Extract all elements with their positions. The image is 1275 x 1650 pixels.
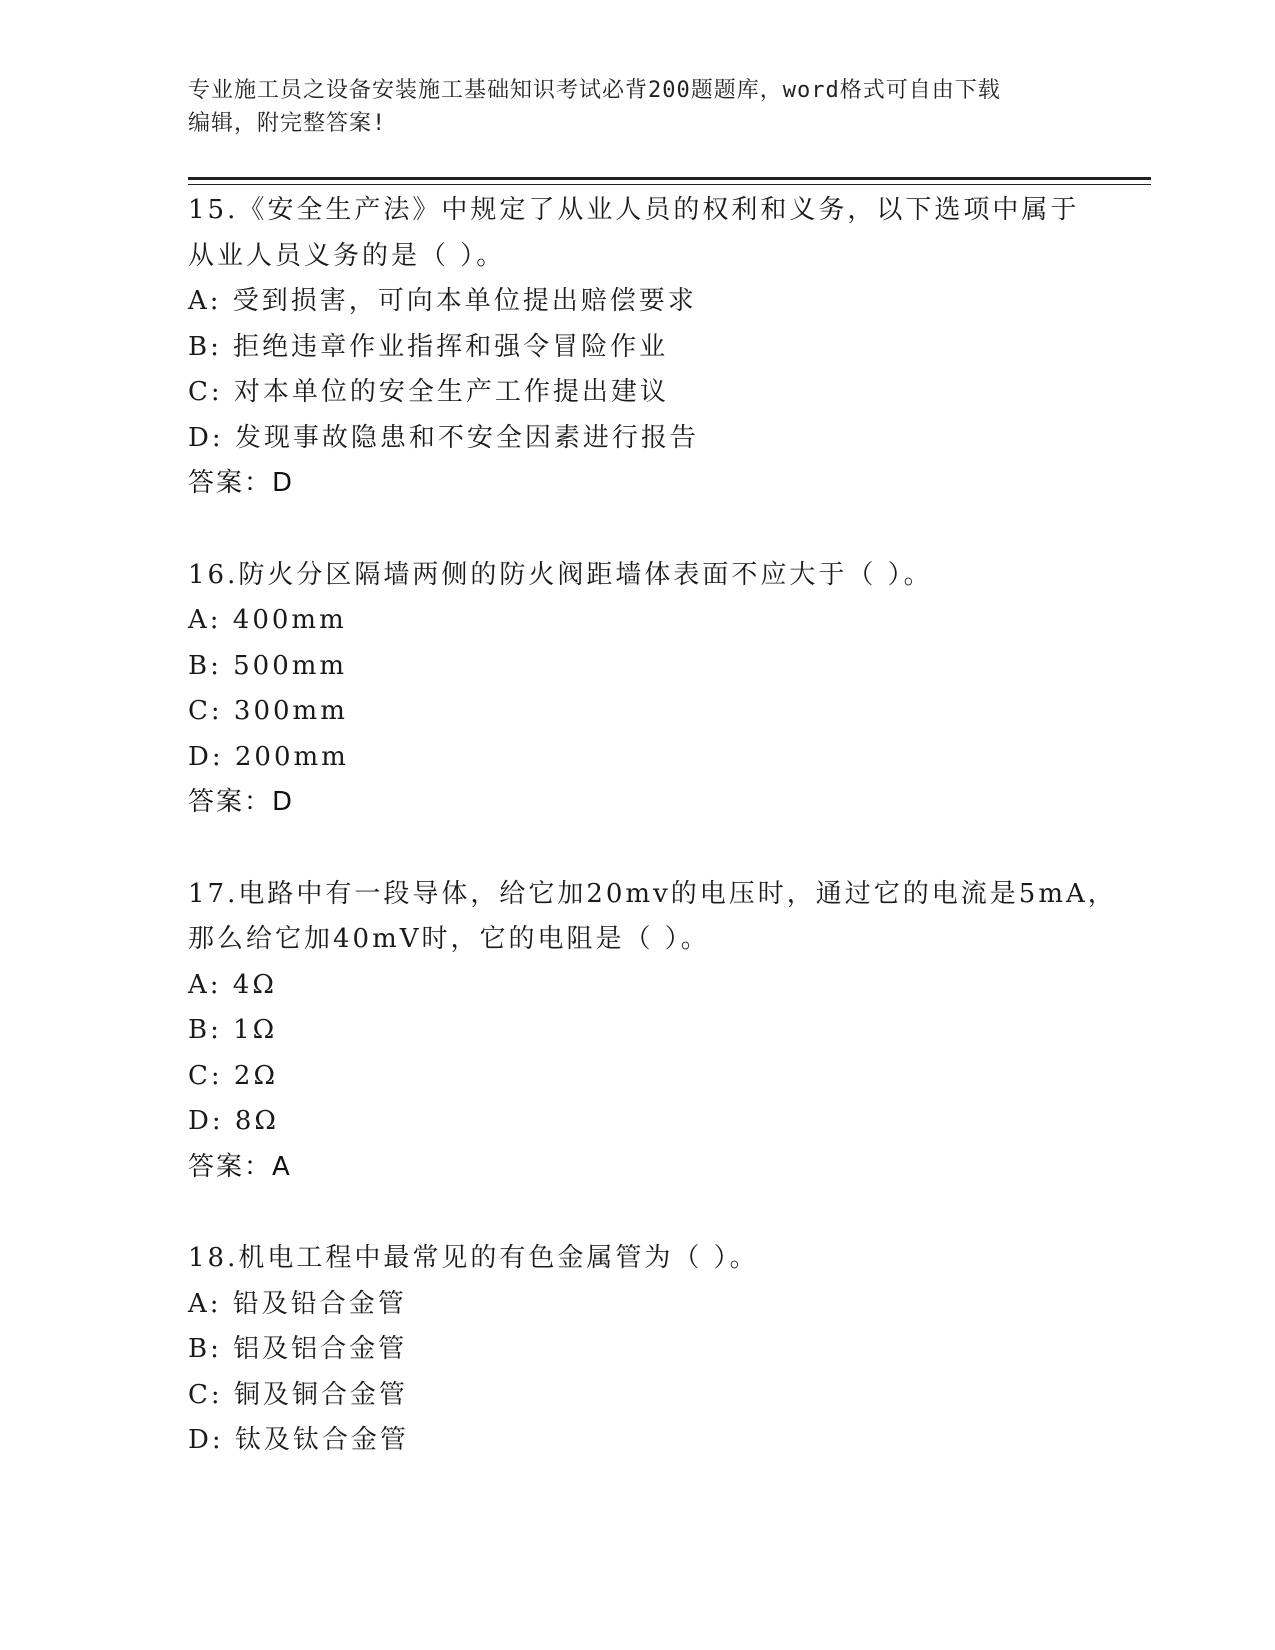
option-c: C: 对本单位的安全生产工作提出建议 <box>188 377 669 407</box>
question-18 <box>188 1236 1151 1464</box>
option-b: B: 拒绝违章作业指挥和强令冒险作业 <box>188 331 669 362</box>
option-b: B: 500mm <box>188 650 348 681</box>
question-stem: 16.防火分区隔墙两侧的防火阀距墙体表面不应大于（ ）。 <box>188 559 933 590</box>
option-c: C: 2Ω <box>188 1060 279 1091</box>
option-b: B: 1Ω <box>188 1015 278 1045</box>
document-header <box>188 74 1088 140</box>
option-a: A: 4Ω <box>188 969 277 1000</box>
question-stem: 18.机电工程中最常见的有色金属管为（ ）。 <box>188 1243 759 1273</box>
question-17 <box>188 872 1151 1191</box>
question-stem: 15.《安全生产法》中规定了从业人员的权利和义务，以下选项中属于 <box>188 195 1080 225</box>
header-rule-thick <box>188 177 1151 180</box>
option-c: C: 铜及铜合金管 <box>188 1379 408 1410</box>
option-c: C: 300mm <box>188 696 348 726</box>
question-list <box>188 188 1151 1510</box>
option-d: D: 8Ω <box>188 1106 279 1136</box>
header-rule-thin <box>188 184 1151 185</box>
question-stem: 从业人员义务的是（ ）。 <box>188 240 506 271</box>
option-a: A: 400mm <box>188 605 347 635</box>
option-a: A: 受到损害，可向本单位提出赔偿要求 <box>188 286 697 316</box>
option-d: D: 200mm <box>188 741 349 772</box>
header-line-2: 编辑，附完整答案! <box>188 111 387 136</box>
question-16 <box>188 553 1151 826</box>
option-d: D: 发现事故隐患和不安全因素进行报告 <box>188 422 699 453</box>
answer: 答案：D <box>188 787 295 817</box>
option-a: A: 铅及铅合金管 <box>188 1288 407 1319</box>
answer: 答案：D <box>188 468 295 498</box>
question-15 <box>188 188 1151 507</box>
option-d: D: 钛及钛合金管 <box>188 1425 409 1455</box>
question-stem: 17.电路中有一段导体，给它加20mv的电压时，通过它的电流是5mA， <box>188 878 1117 909</box>
question-stem: 那么给它加40mV时，它的电阻是（ ）。 <box>188 924 710 954</box>
answer: 答案：A <box>188 1151 292 1182</box>
header-line-1: 专业施工员之设备安装施工基础知识考试必背200题题库，word格式可自由下载 <box>188 78 1001 103</box>
option-b: B: 铝及铝合金管 <box>188 1334 408 1364</box>
